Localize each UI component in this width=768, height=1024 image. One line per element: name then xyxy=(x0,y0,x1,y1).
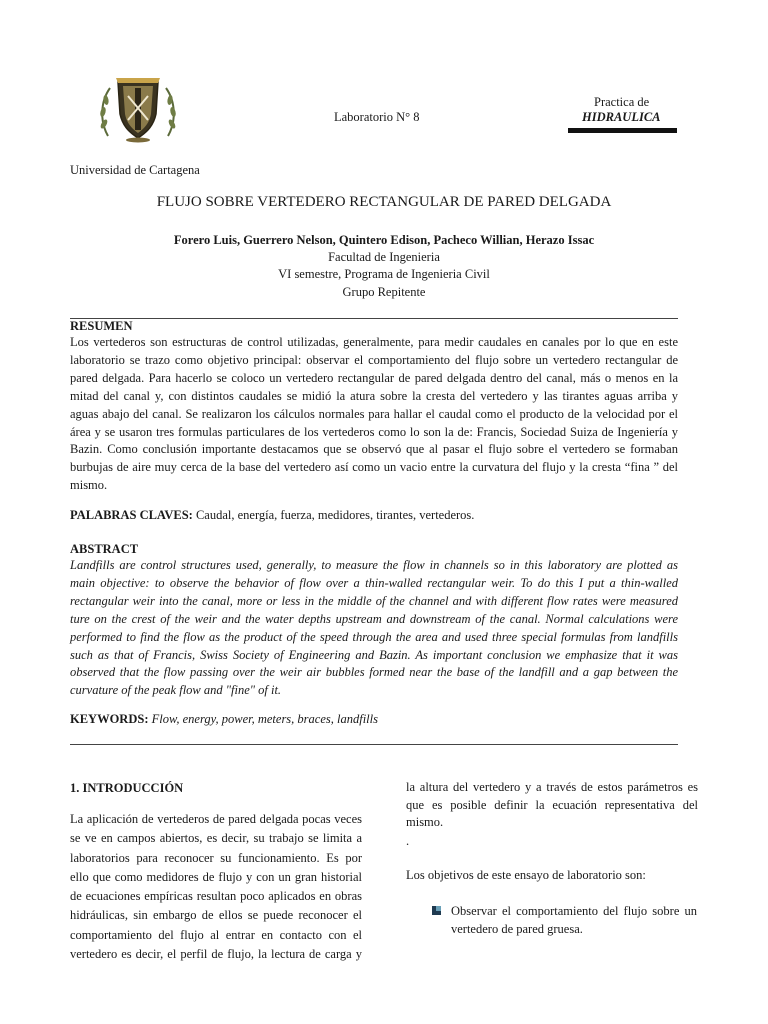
keywords-text: Flow, energy, power, meters, braces, landfills xyxy=(148,712,378,726)
intro-line: comportamiento del flujo al entrar en contacto con el xyxy=(70,927,362,942)
practica-label: Practica de xyxy=(594,95,650,109)
authors: Forero Luis, Guerrero Nelson, Quintero Edison, Pacheco Willian, Herazo Issac xyxy=(173,233,595,247)
intro-line: ello que como medidores de flujo y con un gran historial xyxy=(70,869,362,884)
subject-underline-bar xyxy=(568,128,677,133)
keywords-label: KEYWORDS: xyxy=(70,712,149,726)
intro-line: La aplicación de vertederos de pared delgada pocas veces xyxy=(70,812,362,826)
subject-label: HIDRAULICA xyxy=(582,110,661,124)
square-bullet-icon xyxy=(432,906,441,915)
affiliation-faculty: Facultad de Ingenieria xyxy=(328,250,440,264)
intro-line: se ve en campos abiertos, es decir, su trabajo se limita a xyxy=(70,831,362,846)
university-crest-logo xyxy=(98,74,178,144)
intro-line: de ecuaciones empíricas resultan poco aplicados en obras xyxy=(70,889,362,904)
objetivos-intro: Los objetivos de este ensayo de laboratorio son: xyxy=(406,868,646,882)
resumen-line: burbujas de aire muy cerca de la base del vertedero así como un vacio entre la curvatura del flujo y la cresta “fina ” del xyxy=(70,460,678,475)
intro-left-column xyxy=(70,810,362,964)
palabras-claves-label: PALABRAS CLAVES: xyxy=(70,508,193,522)
divider-bottom xyxy=(70,744,678,745)
resumen-line: mitad del canal y, con distintos caudales se midió la atura sobre la cresta del vertedero y las tirantes aguas arriba y xyxy=(70,388,678,403)
intro-line: la altura del vertedero y a través de estos parámetros es xyxy=(406,780,698,794)
palabras-claves-text: Caudal, energía, fuerza, medidores, tirantes, vertederos. xyxy=(192,508,475,522)
abstract-line: performed to find the flow as the product of the speed through the area and used three special formulas from landfills xyxy=(70,629,678,644)
abstract-line: rectangular weir into the canal, more or less in the middle of the channel and with different flow rates were measured xyxy=(70,593,678,608)
affiliation-program: VI semestre, Programa de Ingenieria Civil xyxy=(278,267,490,281)
stray-dot: . xyxy=(406,834,410,848)
abstract-line: Landfills are control structures used, generally, to measure the flow in channels so in this laboratory are plotted as xyxy=(70,558,678,572)
intro-heading: 1. INTRODUCCIÓN xyxy=(70,781,184,795)
intro-line: que es posible definir la ecuación representativa del xyxy=(406,797,698,812)
affiliation-group: Grupo Repitente xyxy=(342,285,426,299)
abstract-body xyxy=(70,557,678,700)
resumen-line: aguas abajo del canal. Se realizaron los cálculos normales para hallar el caudal como el producto de la velocidad por el xyxy=(70,406,678,421)
resumen-line: Bazin. Como conclusión importante destacamos que se observó que al pasar el flujo sobre el vertedero se formaban xyxy=(70,442,678,457)
abstract-line: such as that of Francis, Swiss Society of Engineering and Bazin. As important conclusion we emphasize that it was xyxy=(70,647,678,662)
intro-line: hidráulicas, sin embargo de ellos se puede reconocer el xyxy=(70,908,362,923)
objective-bullet-item xyxy=(451,902,697,938)
intro-line: mismo. xyxy=(406,815,444,829)
intro-line: laboratorios para reconocer su funcionamiento. Es por xyxy=(70,850,362,865)
lab-number: Laboratorio N° 8 xyxy=(334,110,420,124)
resumen-line: Los vertederos son estructuras de control utilizadas, generalmente, para medir caudales en canales por lo que en este xyxy=(70,335,678,349)
abstract-line: observed that the flow passing over the weir air bubbles formed near the base of the landfill and a gap between the xyxy=(70,665,678,680)
abstract-line: main objective: to observe the behavior of flow over a thin-walled rectangular weir. To do this I put a thin-walled xyxy=(70,575,678,590)
intro-right-column xyxy=(406,779,698,832)
resumen-line: laboratorio se trazo como objetivo principal: observar el comportamiento del flujo sobre un vertedero rectangular de xyxy=(70,352,678,367)
intro-line: vertedero es decir, el perfil de flujo, la lectura de carga y xyxy=(70,947,362,962)
paper-title: FLUJO SOBRE VERTEDERO RECTANGULAR DE PARED DELGADA xyxy=(156,194,612,210)
abstract-line: curvature of the peak flow and "fine" of it. xyxy=(70,683,282,698)
abstract-line: ture on the crest of the weir and the water depths upstream and downstream of the canal. Normal calculations were xyxy=(70,611,678,626)
divider-top xyxy=(70,318,678,319)
keywords xyxy=(70,712,378,727)
university-name: Universidad de Cartagena xyxy=(70,163,200,177)
resumen-heading: RESUMEN xyxy=(70,319,133,333)
palabras-claves xyxy=(70,508,474,523)
resumen-body xyxy=(70,334,678,495)
bullet-line: Observar el comportamiento del flujo sobre un xyxy=(451,904,697,918)
resumen-line: área y se usaron tres formulas particulares de los vertederos como lo son la de: Francis, Sociedad Suiza de Ingeniería y xyxy=(70,424,678,439)
resumen-line: mismo. xyxy=(70,478,108,493)
resumen-line: pared delgada. Para hacerlo se coloco un vertedero rectangular de pared delgada dentro del canal, más o menos en la xyxy=(70,370,678,385)
abstract-heading: ABSTRACT xyxy=(70,542,139,556)
bullet-line: vertedero de pared gruesa. xyxy=(451,922,583,936)
